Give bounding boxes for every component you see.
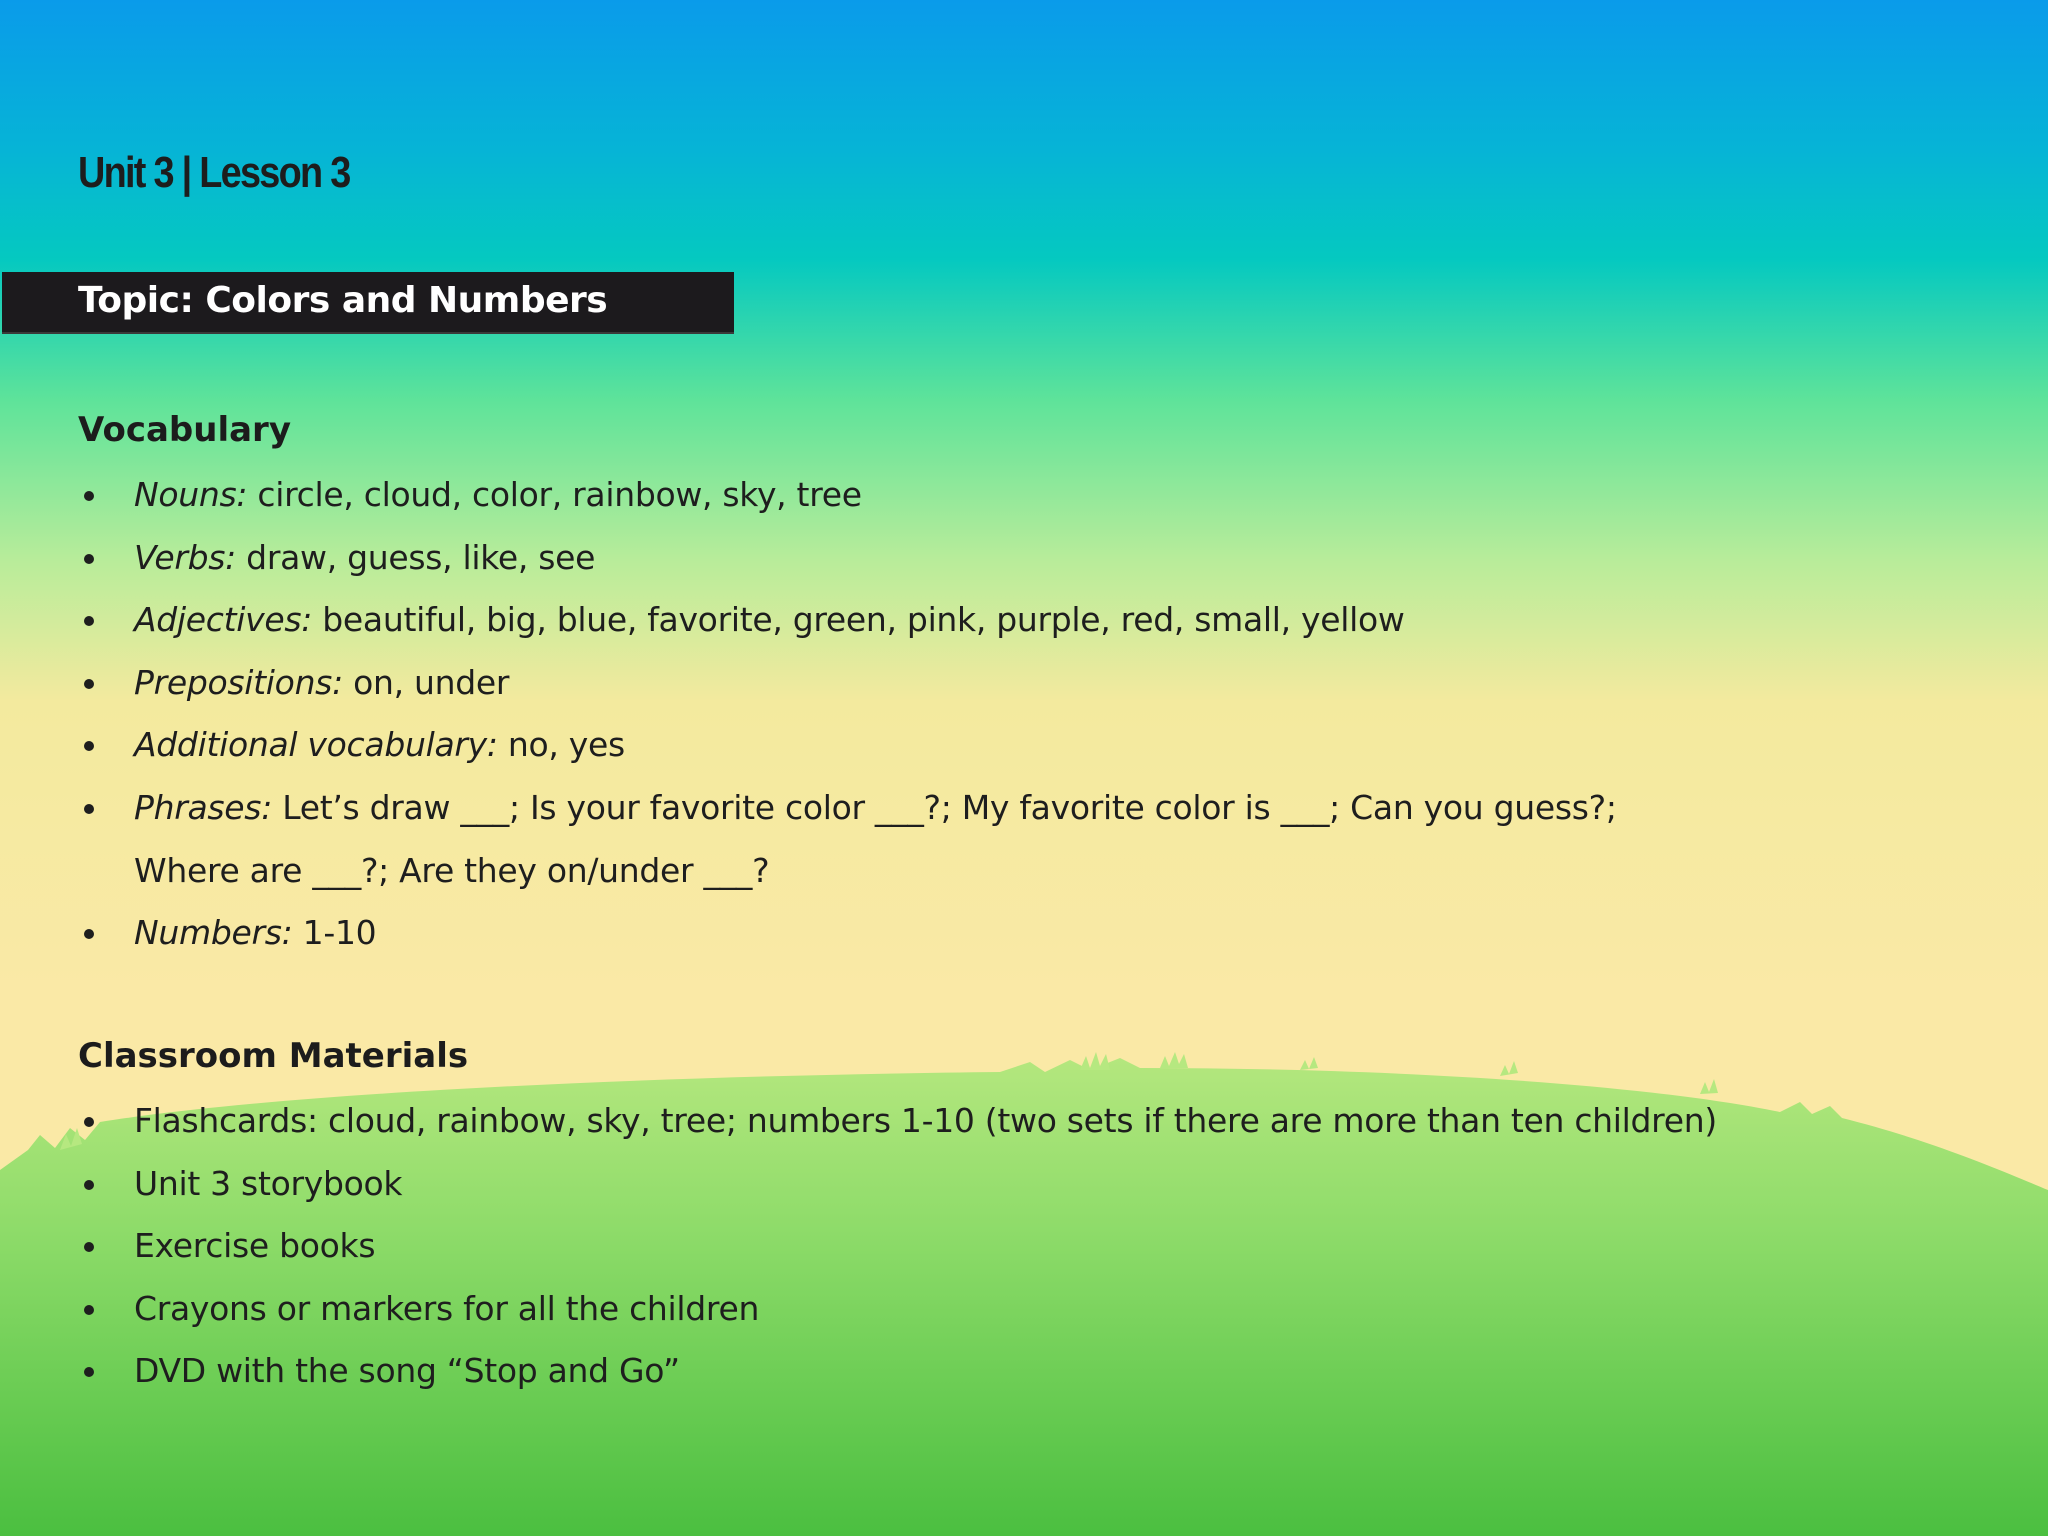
topic-banner <box>2 272 734 334</box>
topic-title: Topic: Colors and Numbers <box>78 280 608 321</box>
list-item <box>78 1153 1717 1216</box>
list-item <box>78 714 1617 777</box>
material-text: DVD with the song “Stop and Go” <box>134 1351 680 1391</box>
bullet-icon <box>84 1305 94 1315</box>
material-text: Flashcards: cloud, rainbow, sky, tree; numbers 1-10 (two sets if there are more than ten children) <box>134 1101 1717 1140</box>
bullet-icon <box>84 1367 94 1377</box>
vocab-words: 1-10 <box>292 913 377 953</box>
list-item <box>78 902 1617 965</box>
material-text: Unit 3 storybook <box>134 1163 403 1203</box>
list-item <box>78 1215 1717 1278</box>
bullet-icon <box>84 741 94 751</box>
bullet-icon <box>84 1117 94 1127</box>
vocab-term: Phrases: <box>134 787 273 827</box>
vocabulary-list <box>78 464 1617 965</box>
vocab-term: Additional vocabulary: <box>134 725 498 765</box>
list-item <box>78 589 1617 652</box>
vocab-words: beautiful, big, blue, favorite, green, pink, purple, red, small, yellow <box>312 600 1405 640</box>
vocab-words: no, yes <box>497 725 625 765</box>
list-item <box>78 1340 1717 1403</box>
vocab-words: on, under <box>342 662 510 702</box>
bullet-icon <box>84 491 94 501</box>
vocab-words: Let’s draw ___; Is your favorite color ___?; My favorite color is ___; Can you guess?; <box>272 787 1617 827</box>
list-item <box>78 464 1617 527</box>
vocab-words-continued: Where are ___?; Are they on/under ___? <box>134 850 770 890</box>
list-item <box>78 1090 1717 1153</box>
bullet-icon <box>84 616 94 626</box>
list-item <box>78 1278 1717 1341</box>
bullet-icon <box>84 929 94 939</box>
materials-list <box>78 1090 1717 1403</box>
materials-heading: Classroom Materials <box>78 1036 469 1076</box>
vocab-term: Nouns: <box>134 475 248 514</box>
list-item <box>78 652 1617 715</box>
material-text: Crayons or markers for all the children <box>134 1288 760 1328</box>
unit-lesson-title: Unit 3 | Lesson 3 <box>78 148 350 197</box>
material-text: Exercise books <box>134 1226 376 1266</box>
bullet-icon <box>84 1242 94 1252</box>
vocab-term: Prepositions: <box>134 662 343 702</box>
vocab-words: draw, guess, like, see <box>235 537 596 577</box>
vocabulary-heading: Vocabulary <box>78 410 291 450</box>
bullet-icon <box>84 554 94 564</box>
vocab-term: Numbers: <box>134 913 293 953</box>
bullet-icon <box>84 1180 94 1190</box>
list-item <box>78 777 1617 902</box>
list-item <box>78 527 1617 590</box>
vocab-term: Verbs: <box>134 537 236 577</box>
bullet-icon <box>84 804 94 814</box>
vocab-term: Adjectives: <box>134 600 313 640</box>
vocab-words: circle, cloud, color, rainbow, sky, tree <box>247 475 862 514</box>
bullet-icon <box>84 679 94 689</box>
